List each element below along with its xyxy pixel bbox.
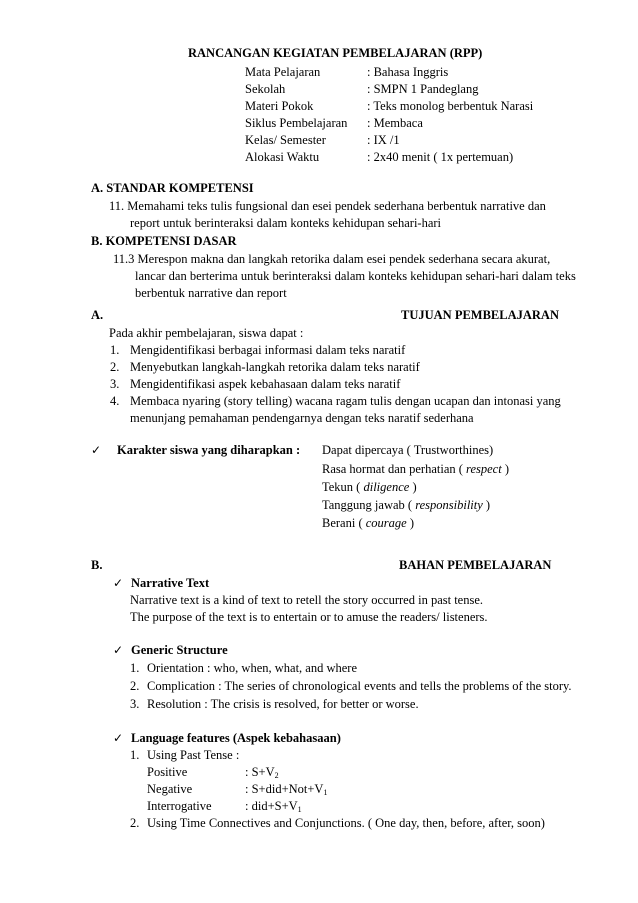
language-title: Language features (Aspek kebahasaan) bbox=[131, 731, 341, 745]
info-label-school: Sekolah bbox=[245, 82, 286, 96]
form-formula-positive: : $S+V_2$ bbox=[245, 765, 279, 780]
tujuan-item-4: Membaca nyaring (story telling) wacana ragam tulis dengan ucapan dan intonasi yang bbox=[130, 394, 561, 408]
info-label-class: Kelas/ Semester bbox=[245, 133, 326, 147]
checkmark-icon: ✓ bbox=[91, 443, 102, 457]
karakter-value-3: Tekun ( diligence ) bbox=[322, 480, 417, 494]
info-value-topic: : Teks monolog berbentuk Narasi bbox=[367, 99, 534, 113]
tujuan-num-4: 4. bbox=[110, 394, 120, 408]
generic-title: Generic Structure bbox=[131, 643, 228, 657]
tujuan-letter: A. bbox=[91, 308, 104, 322]
form-label-positive: Positive bbox=[147, 765, 188, 779]
bahan-heading: BAHAN PEMBELAJARAN bbox=[399, 558, 552, 572]
tujuan-item-2: Menyebutkan langkah-langkah retorika dalam teks naratif bbox=[130, 360, 420, 374]
tujuan-heading: TUJUAN PEMBELAJARAN bbox=[401, 308, 559, 322]
narrative-line-1: Narrative text is a kind of text to retell the story occurred in past tense. bbox=[130, 593, 484, 607]
generic-num-3: 3. bbox=[130, 697, 140, 711]
language-num-2: 2. bbox=[130, 816, 140, 830]
form-formula-interrogative: : $did+S+V_1$ bbox=[245, 799, 302, 814]
language-num-1: 1. bbox=[130, 748, 140, 762]
tujuan-item-3: Mengidentifikasi aspek kebahasaan dalam teks naratif bbox=[130, 377, 401, 391]
section-b-line-2: lancar dan berterima untuk berinteraksi dalam konteks kehidupan sehari-hari dalam teks bbox=[135, 269, 576, 283]
form-label-interrogative: Interrogative bbox=[147, 799, 212, 813]
info-value-cycle: : Membaca bbox=[367, 116, 423, 130]
language-item-1: Using Past Tense : bbox=[147, 748, 240, 762]
narrative-title: Narrative Text bbox=[131, 576, 210, 590]
form-label-negative: Negative bbox=[147, 782, 193, 796]
section-a-heading: A. STANDAR KOMPETENSI bbox=[91, 181, 254, 195]
tujuan-item-1: Mengidentifikasi berbagai informasi dalam teks naratif bbox=[130, 343, 406, 357]
generic-num-2: 2. bbox=[130, 679, 140, 693]
generic-item-1: Orientation : who, when, what, and where bbox=[147, 661, 358, 675]
info-value-time: : 2x40 menit ( 1x pertemuan) bbox=[367, 150, 514, 164]
tujuan-item-4-cont: menunjang pemahaman pendengarnya dengan teks naratif sederhana bbox=[130, 411, 474, 425]
section-a-line-1: 11. Memahami teks tulis fungsional dan esei pendek sederhana berbentuk narrative dan bbox=[109, 199, 546, 213]
section-b-line-3: berbentuk narrative dan report bbox=[135, 286, 287, 300]
section-b-heading: B. KOMPETENSI DASAR bbox=[91, 234, 237, 248]
generic-item-3: Resolution : The crisis is resolved, for better or worse. bbox=[147, 697, 419, 711]
form-formula-negative: : $S+did+Not+V_1$ bbox=[245, 782, 328, 797]
checkmark-icon: ✓ bbox=[113, 731, 124, 745]
info-label-time: Alokasi Waktu bbox=[245, 150, 320, 164]
info-value-school: : SMPN 1 Pandeglang bbox=[367, 82, 479, 96]
language-item-2: Using Time Connectives and Conjunctions. ( One day, then, before, after, soon) bbox=[147, 816, 545, 830]
karakter-value-1: Dapat dipercaya ( Trustworthines) bbox=[322, 443, 494, 457]
info-label-topic: Materi Pokok bbox=[245, 99, 314, 113]
page-title: RANCANGAN KEGIATAN PEMBELAJARAN (RPP) bbox=[188, 46, 483, 60]
section-a-line-2: report untuk berinteraksi dalam konteks kehidupan sehari-hari bbox=[130, 216, 442, 230]
tujuan-num-2: 2. bbox=[110, 360, 120, 374]
karakter-value-4: Tanggung jawab ( responsibility ) bbox=[322, 498, 491, 512]
karakter-value-2: Rasa hormat dan perhatian ( respect ) bbox=[322, 462, 509, 476]
tujuan-intro: Pada akhir pembelajaran, siswa dapat : bbox=[109, 326, 304, 340]
tujuan-num-1: 1. bbox=[110, 343, 120, 357]
info-value-subject: : Bahasa Inggris bbox=[367, 65, 449, 79]
generic-num-1: 1. bbox=[130, 661, 140, 675]
info-label-subject: Mata Pelajaran bbox=[245, 65, 321, 79]
tujuan-num-3: 3. bbox=[110, 377, 120, 391]
checkmark-icon: ✓ bbox=[113, 576, 124, 590]
karakter-label: Karakter siswa yang diharapkan : bbox=[117, 443, 301, 457]
checkmark-icon: ✓ bbox=[113, 643, 124, 657]
generic-item-2: Complication : The series of chronological events and tells the problems of the story. bbox=[147, 679, 572, 693]
bahan-letter: B. bbox=[91, 558, 103, 572]
karakter-value-5: Berani ( courage ) bbox=[322, 516, 414, 530]
info-value-class: : IX /1 bbox=[367, 133, 400, 147]
info-label-cycle: Siklus Pembelajaran bbox=[245, 116, 348, 130]
narrative-line-2: The purpose of the text is to entertain or to amuse the readers/ listeners. bbox=[130, 610, 488, 624]
section-b-line-1: 11.3 Merespon makna dan langkah retorika dalam esei pendek sederhana secara akurat, bbox=[113, 252, 551, 266]
